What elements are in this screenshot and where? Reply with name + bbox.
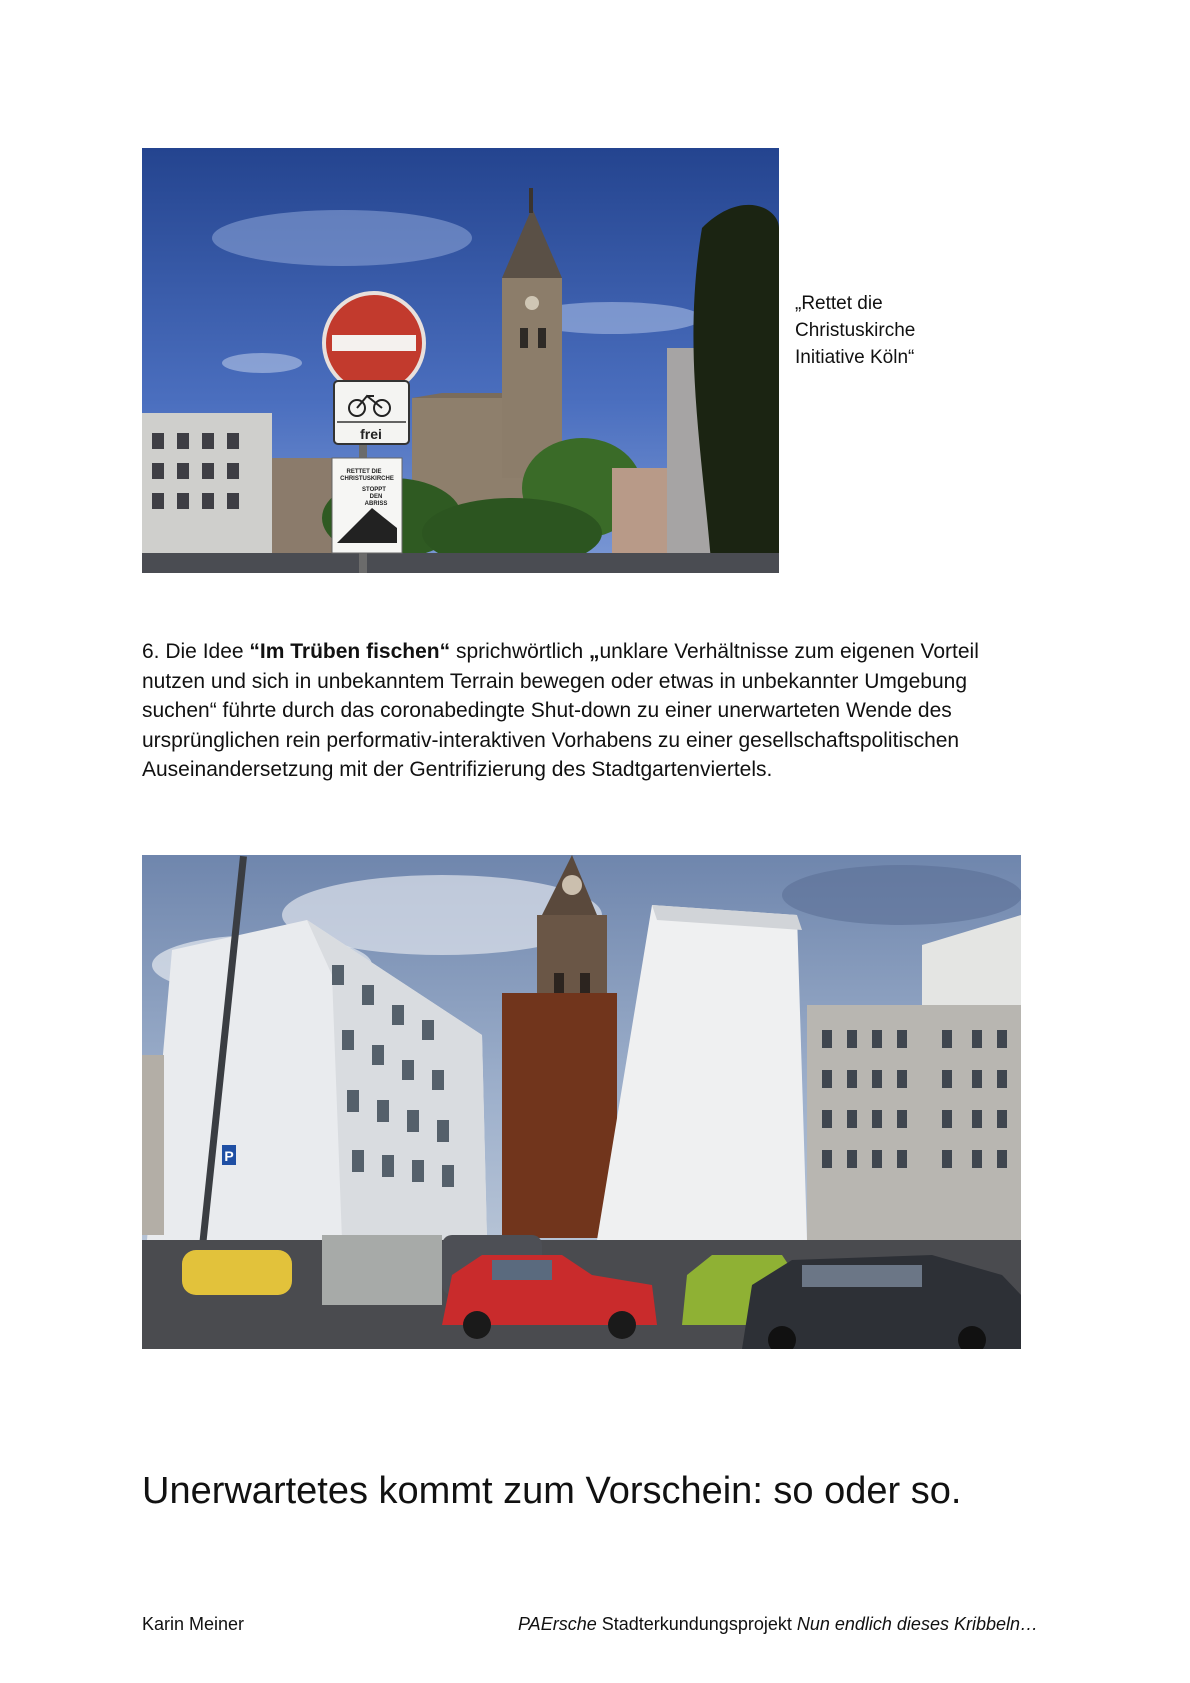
- paragraph-bold-title: Im Trüben fischen: [259, 640, 440, 663]
- parking-sign-text: P: [224, 1148, 234, 1164]
- poster-line-4: DEN: [369, 494, 383, 500]
- footer-project-middle: Stadterkundungsprojekt: [596, 1614, 797, 1634]
- footer-project-italic-1: PAErsche: [518, 1614, 597, 1634]
- poster-line-2: CHRISTUSKIRCHE: [340, 476, 394, 482]
- photo-caption: [795, 290, 985, 371]
- sign-frei-text: frei: [360, 426, 382, 442]
- poster-line-5: ABRISS: [364, 501, 388, 507]
- body-paragraph: [142, 637, 1042, 785]
- paragraph-rest: unklare Verhältnisse zum eigenen Vorteil nutzen und sich in unbekanntem Terrain bewegen oder etwas in unbekannter Umgebung suchen“ führte durch das coronabedingte Shut-down zu einer unerwarteten Wende des ursprünglichen rein performativ-interaktiven Vorhabens zu einer gesellschaftspolitischen Auseinandersetzung mit der Gentrifizierung des Stadtgartenviertels.: [142, 640, 979, 781]
- paragraph-quote-open: „: [588, 640, 600, 663]
- church-photo-illustration: [142, 148, 779, 573]
- caption-line-3: Initiative Köln“: [795, 347, 915, 368]
- page-heading: Unerwartetes kommt zum Vorschein: so oder so.: [142, 1470, 962, 1512]
- paragraph-close-quote: “: [439, 640, 451, 663]
- church-photo: [142, 148, 779, 573]
- caption-line-2: Christuskirche: [795, 320, 916, 341]
- footer-author: Karin Meiner: [142, 1614, 245, 1634]
- buildings-photo: [142, 855, 1021, 1349]
- caption-line-1: „Rettet die: [795, 293, 883, 314]
- poster-line-3: STOPPT: [362, 487, 386, 493]
- buildings-photo-illustration: [142, 855, 1021, 1349]
- paragraph-prefix: 6. Die Idee: [142, 640, 250, 663]
- footer-project-italic-2: Nun endlich dieses Kribbeln…: [796, 1614, 1038, 1634]
- footer-project: [518, 1612, 1038, 1636]
- poster-line-1: RETTET DIE: [346, 469, 382, 475]
- paragraph-open-quote: “: [249, 640, 260, 663]
- paragraph-middle: sprichwörtlich: [450, 640, 589, 663]
